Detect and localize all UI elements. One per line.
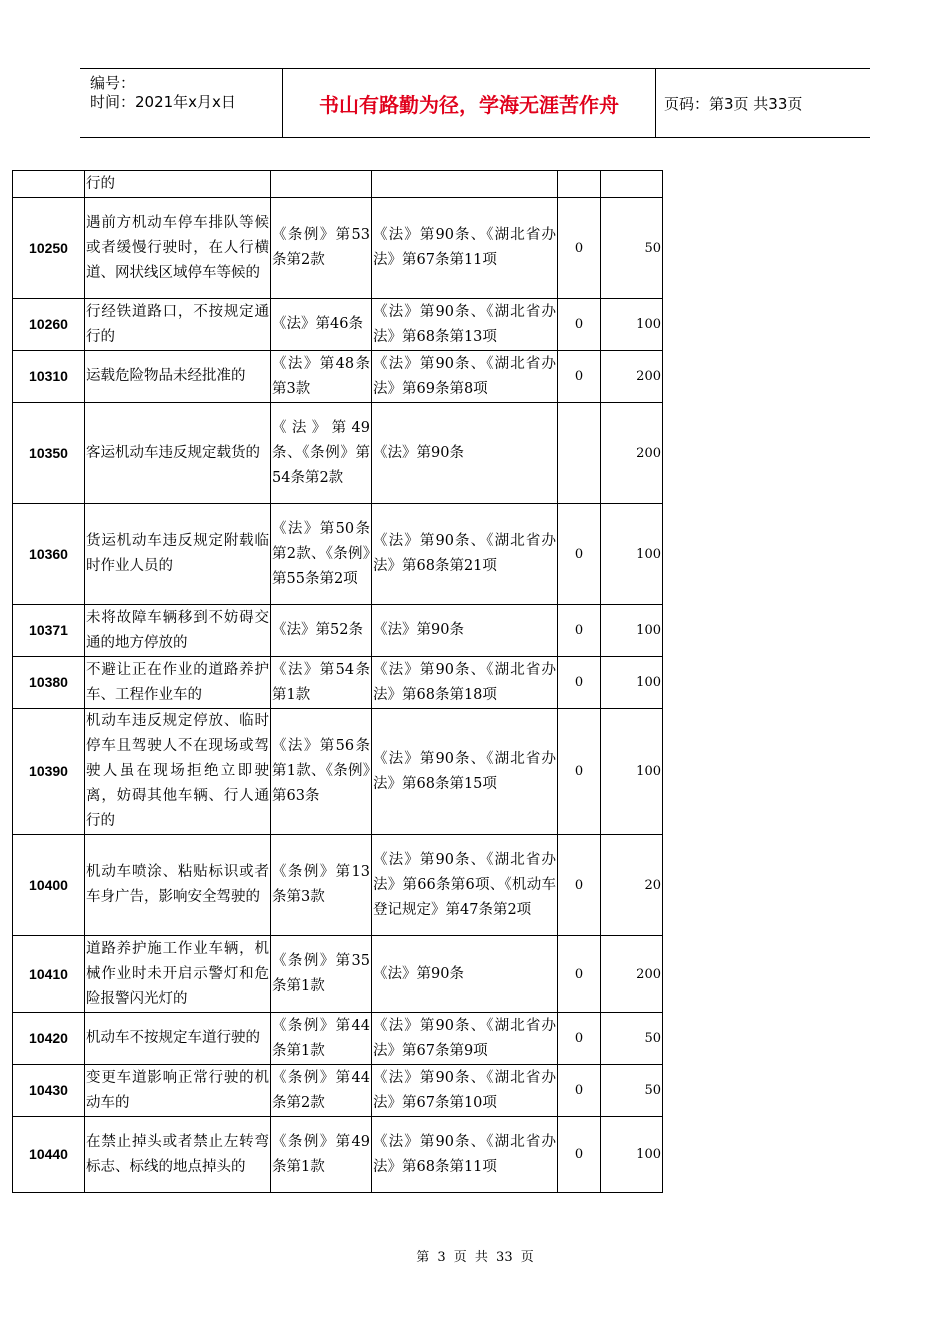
points-value xyxy=(558,403,601,504)
violation-description: 运载危险物品未经批准的 xyxy=(85,351,271,403)
points-value: 0 xyxy=(558,1013,601,1065)
table-row xyxy=(13,299,663,351)
violation-description: 未将故障车辆移到不妨碍交通的地方停放的 xyxy=(85,605,271,657)
table-row xyxy=(13,657,663,709)
points-value: 0 xyxy=(558,936,601,1013)
legal-basis xyxy=(271,171,372,198)
points-value: 0 xyxy=(558,1065,601,1117)
points-value: 0 xyxy=(558,605,601,657)
legal-basis: 《法》第56条第1款、《条例》第63条 xyxy=(271,709,372,835)
points-value: 0 xyxy=(558,504,601,605)
doc-code-label: 编号： xyxy=(90,74,136,92)
table-row xyxy=(13,1065,663,1117)
penalty-basis: 《法》第90条 xyxy=(372,403,558,504)
violation-description: 客运机动车违反规定载货的 xyxy=(85,403,271,504)
penalty-basis: 《法》第90条、《湖北省办法》第68条第15项 xyxy=(372,709,558,835)
table-row xyxy=(13,936,663,1013)
table-row xyxy=(13,835,663,936)
violation-code: 10360 xyxy=(13,504,85,605)
penalty-basis: 《法》第90条、《湖北省办法》第68条第13项 xyxy=(372,299,558,351)
violation-description: 行的 xyxy=(85,171,271,198)
penalty-basis: 《法》第90条、《湖北省办法》第69条第8项 xyxy=(372,351,558,403)
legal-basis: 《条例》第13条第3款 xyxy=(271,835,372,936)
legal-basis: 《法》第52条 xyxy=(271,605,372,657)
violation-code: 10410 xyxy=(13,936,85,1013)
violation-code: 10440 xyxy=(13,1117,85,1193)
fine-amount: 20 xyxy=(601,835,663,936)
fine-amount: 100 xyxy=(601,657,663,709)
legal-basis: 《条例》第35条第1款 xyxy=(271,936,372,1013)
points-value: 0 xyxy=(558,351,601,403)
points-value: 0 xyxy=(558,835,601,936)
penalty-basis: 《法》第90条、《湖北省办法》第67条第11项 xyxy=(372,198,558,299)
violation-code: 10420 xyxy=(13,1013,85,1065)
violation-description: 行经铁道路口，不按规定通行的 xyxy=(85,299,271,351)
table-row xyxy=(13,709,663,835)
legal-basis: 《条例》第49条第1款 xyxy=(271,1117,372,1193)
table-row xyxy=(13,504,663,605)
header-motto: 书山有路勤为径，学海无涯苦作舟 xyxy=(283,69,656,137)
fine-amount: 100 xyxy=(601,504,663,605)
penalty-basis: 《法》第90条、《湖北省办法》第66条第6项、《机动车登记规定》第47条第2项 xyxy=(372,835,558,936)
violation-code: 10371 xyxy=(13,605,85,657)
fine-amount: 50 xyxy=(601,1013,663,1065)
page-footer: 第 3 页 共 33 页 xyxy=(416,1250,534,1265)
violation-description: 道路养护施工作业车辆，机械作业时未开启示警灯和危险报警闪光灯的 xyxy=(85,936,271,1013)
violation-table xyxy=(12,170,663,1193)
violation-code xyxy=(13,171,85,198)
legal-basis: 《条例》第44条第1款 xyxy=(271,1013,372,1065)
points-value: 0 xyxy=(558,198,601,299)
violation-code: 10400 xyxy=(13,835,85,936)
violation-code: 10390 xyxy=(13,709,85,835)
fine-amount: 50 xyxy=(601,198,663,299)
points-value: 0 xyxy=(558,1117,601,1193)
penalty-basis xyxy=(372,171,558,198)
fine-amount: 100 xyxy=(601,709,663,835)
penalty-basis: 《法》第90条 xyxy=(372,605,558,657)
header-meta xyxy=(80,69,283,137)
violation-code: 10350 xyxy=(13,403,85,504)
fine-amount: 100 xyxy=(601,1117,663,1193)
violation-description: 遇前方机动车停车排队等候或者缓慢行驶时，在人行横道、网状线区域停车等候的 xyxy=(85,198,271,299)
penalty-basis: 《法》第90条、《湖北省办法》第67条第10项 xyxy=(372,1065,558,1117)
doc-time-label: 时间：2021年x月x日 xyxy=(90,93,236,111)
violation-description: 机动车喷涂、粘贴标识或者车身广告，影响安全驾驶的 xyxy=(85,835,271,936)
fine-amount: 200 xyxy=(601,403,663,504)
table-row xyxy=(13,351,663,403)
table-row xyxy=(13,198,663,299)
violation-code: 10250 xyxy=(13,198,85,299)
table-row xyxy=(13,1013,663,1065)
fine-amount: 50 xyxy=(601,1065,663,1117)
points-value: 0 xyxy=(558,657,601,709)
legal-basis: 《法》第46条 xyxy=(271,299,372,351)
table-row xyxy=(13,403,663,504)
legal-basis: 《法》第54条第1款 xyxy=(271,657,372,709)
legal-basis: 《条例》第53条第2款 xyxy=(271,198,372,299)
points-value: 0 xyxy=(558,299,601,351)
table-row xyxy=(13,171,663,198)
penalty-basis: 《法》第90条、《湖北省办法》第67条第9项 xyxy=(372,1013,558,1065)
header-page-label: 页码：第3页 共33页 xyxy=(664,94,803,113)
page-header xyxy=(80,68,870,138)
table-row xyxy=(13,1117,663,1193)
fine-amount: 100 xyxy=(601,299,663,351)
table-row xyxy=(13,605,663,657)
violation-description: 机动车违反规定停放、临时停车且驾驶人不在现场或驾驶人虽在现场拒绝立即驶离，妨碍其他车辆、行人通行的 xyxy=(85,709,271,835)
violation-code: 10380 xyxy=(13,657,85,709)
violation-description: 不避让正在作业的道路养护车、工程作业车的 xyxy=(85,657,271,709)
violation-code: 10260 xyxy=(13,299,85,351)
penalty-basis: 《法》第90条、《湖北省办法》第68条第18项 xyxy=(372,657,558,709)
fine-amount: 200 xyxy=(601,936,663,1013)
violation-table-body xyxy=(13,171,663,1193)
penalty-basis: 《法》第90条、《湖北省办法》第68条第21项 xyxy=(372,504,558,605)
fine-amount xyxy=(601,171,663,198)
penalty-basis: 《法》第90条 xyxy=(372,936,558,1013)
violation-description: 变更车道影响正常行驶的机动车的 xyxy=(85,1065,271,1117)
violation-description: 机动车不按规定车道行驶的 xyxy=(85,1013,271,1065)
points-value xyxy=(558,171,601,198)
violation-description: 在禁止掉头或者禁止左转弯标志、标线的地点掉头的 xyxy=(85,1117,271,1193)
legal-basis: 《法》第50条第2款、《条例》第55条第2项 xyxy=(271,504,372,605)
fine-amount: 100 xyxy=(601,605,663,657)
violation-code: 10310 xyxy=(13,351,85,403)
legal-basis: 《法》第48条第3款 xyxy=(271,351,372,403)
violation-description: 货运机动车违反规定附载临时作业人员的 xyxy=(85,504,271,605)
violation-code: 10430 xyxy=(13,1065,85,1117)
points-value: 0 xyxy=(558,709,601,835)
legal-basis: 《条例》第44条第2款 xyxy=(271,1065,372,1117)
penalty-basis: 《法》第90条、《湖北省办法》第68条第11项 xyxy=(372,1117,558,1193)
legal-basis: 《法》第49条、《条例》第54条第2款 xyxy=(271,403,372,504)
fine-amount: 200 xyxy=(601,351,663,403)
